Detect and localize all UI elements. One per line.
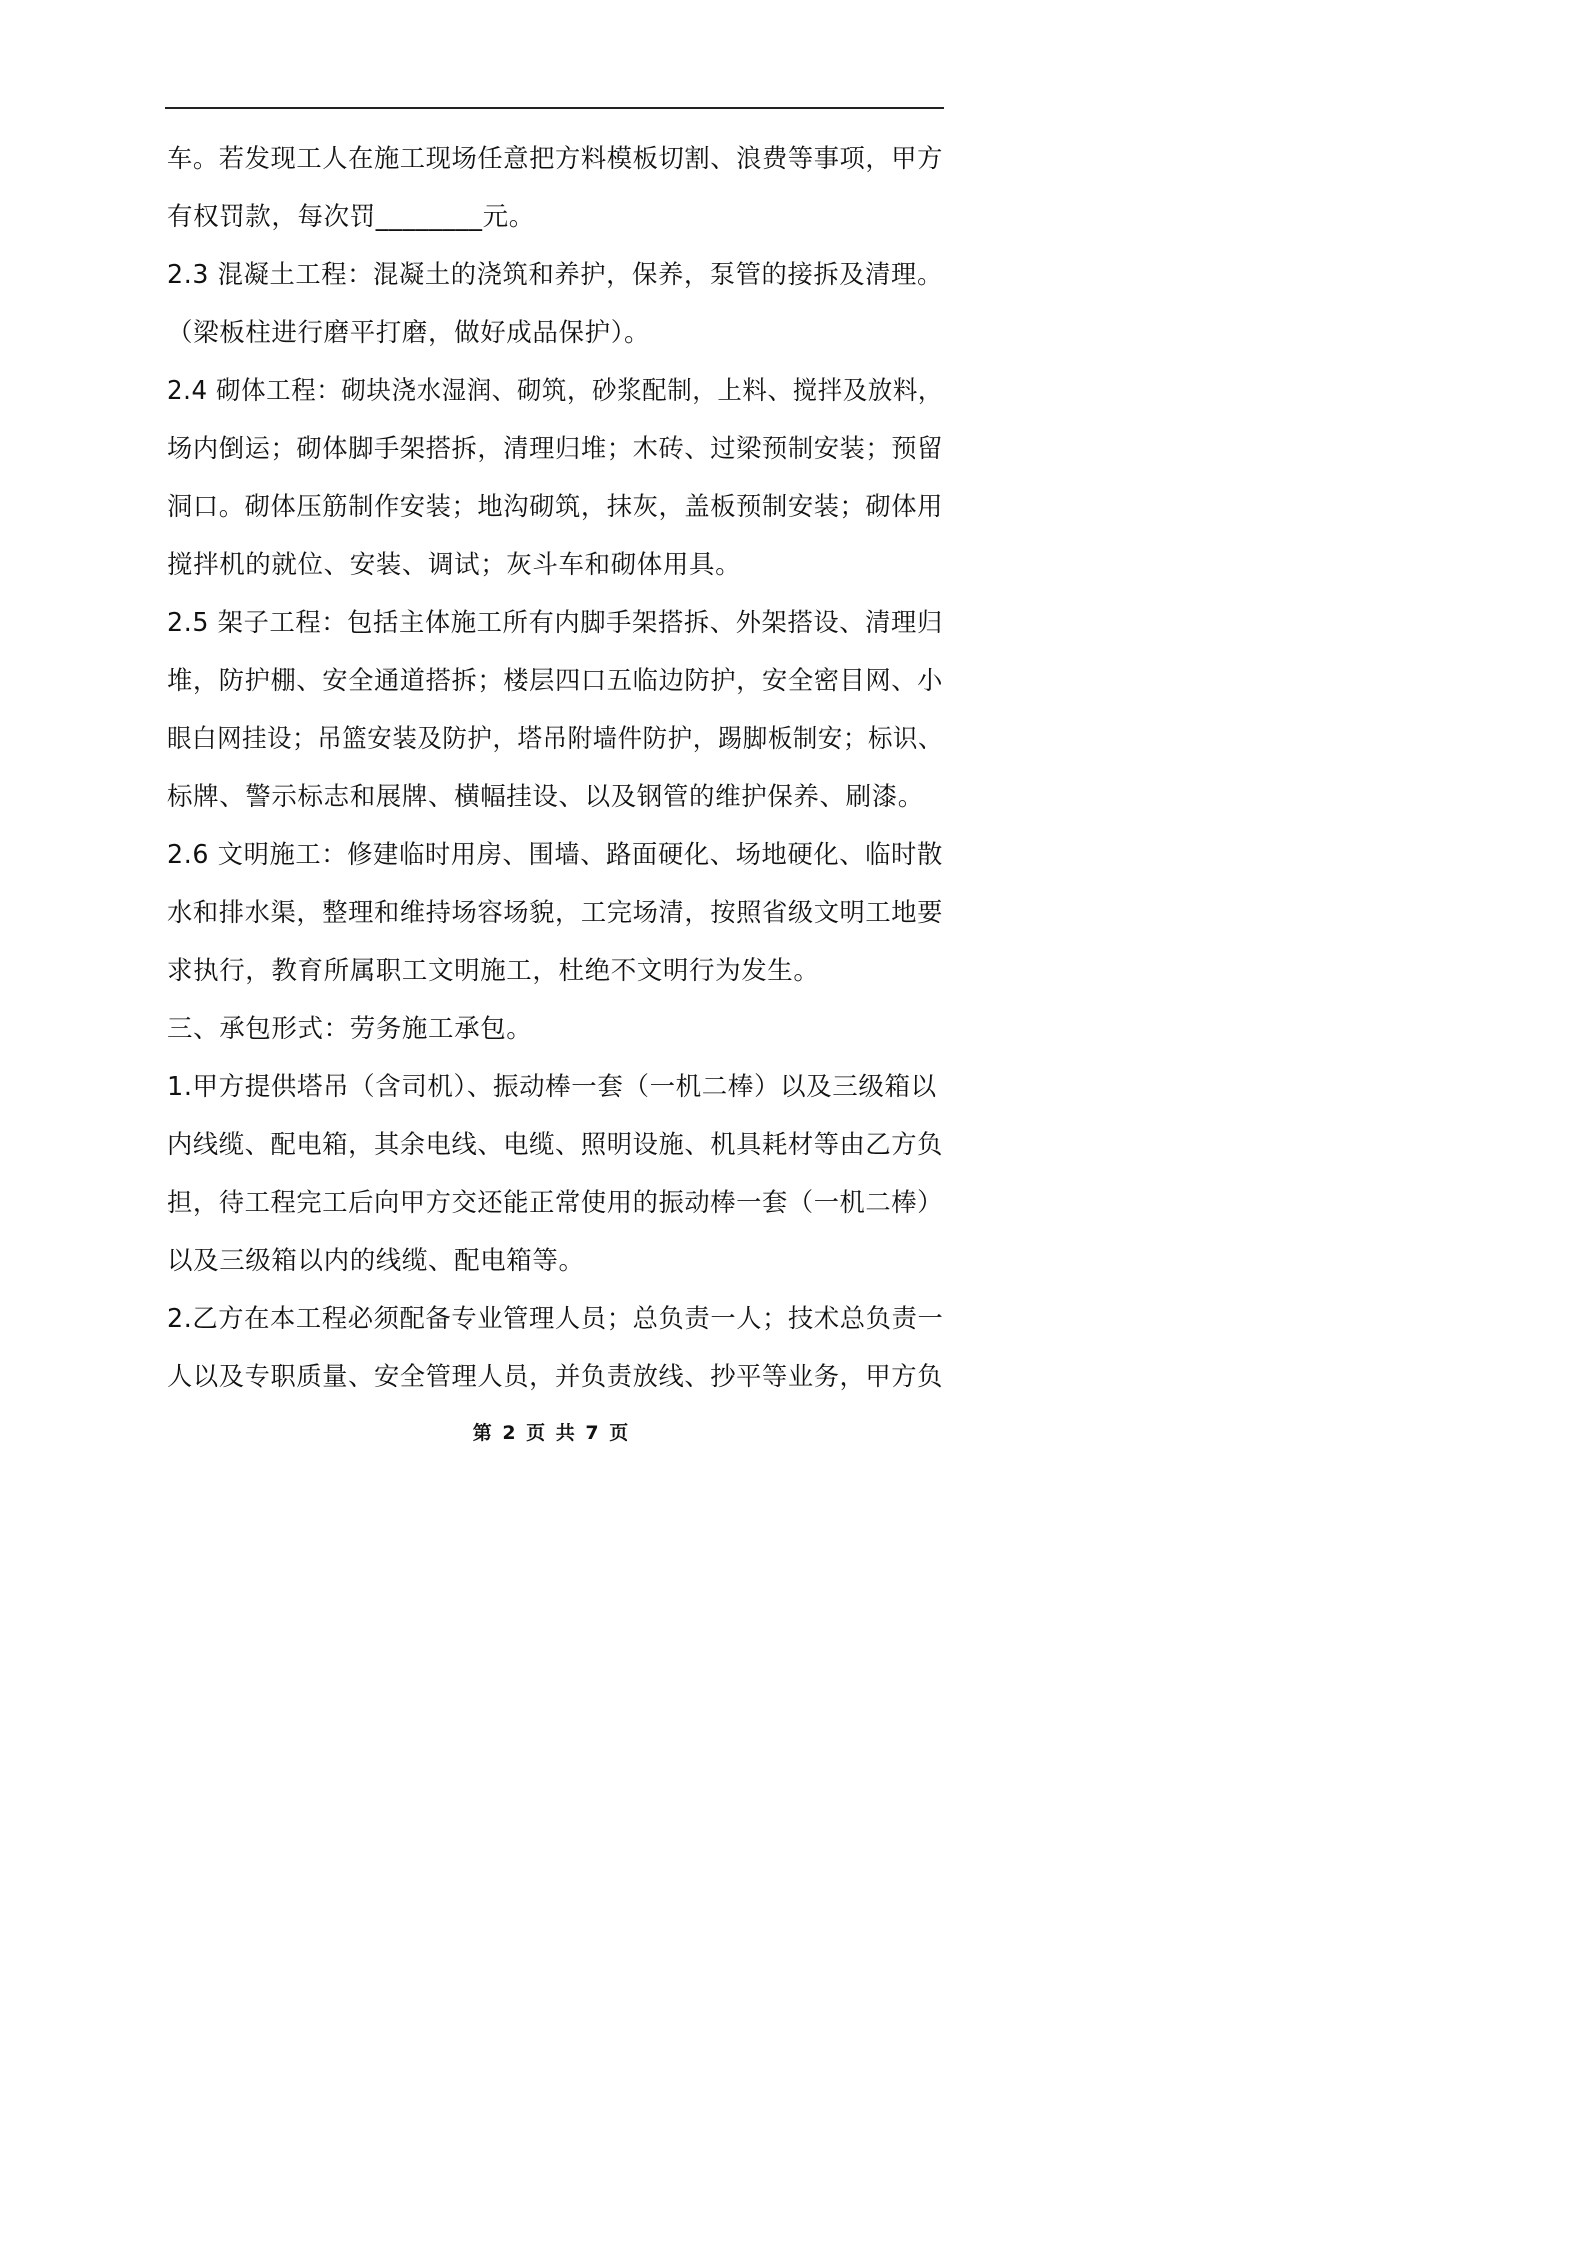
text-line: 人以及专职质量、安全管理人员，并负责放线、抄平等业务，甲方负 <box>167 1362 944 1392</box>
page-number-footer: 第 2 页 共 7 页 <box>472 1422 631 1444</box>
text-line: 三、承包形式：劳务施工承包。 <box>167 1014 533 1044</box>
text-line: 标牌、警示标志和展牌、横幅挂设、以及钢管的维护保养、刷漆。 <box>167 782 924 812</box>
text-line: 内线缆、配电箱，其余电线、电缆、照明设施、机具耗材等由乙方负 <box>167 1130 944 1160</box>
text-line: 2.4 砌体工程：砌块浇水湿润、砌筑，砂浆配制，上料、搅拌及放料， <box>167 376 943 406</box>
text-line: 有权罚款，每次罚________元。 <box>167 202 535 232</box>
document-page <box>0 0 1103 1560</box>
text-line: 场内倒运；砌体脚手架搭拆，清理归堆；木砖、过梁预制安装；预留 <box>167 434 944 464</box>
text-line: 1.甲方提供塔吊（含司机）、振动棒一套（一机二棒）以及三级箱以 <box>167 1072 937 1102</box>
text-line: 2.乙方在本工程必须配备专业管理人员；总负责一人；技术总负责一 <box>167 1304 944 1334</box>
text-line: 洞口。砌体压筋制作安装；地沟砌筑，抹灰，盖板预制安装；砌体用 <box>167 492 944 522</box>
text-line: 以及三级箱以内的线缆、配电箱等。 <box>167 1246 585 1276</box>
text-line: 搅拌机的就位、安装、调试；灰斗车和砌体用具。 <box>167 550 742 580</box>
text-line: 2.5 架子工程：包括主体施工所有内脚手架搭拆、外架搭设、清理归 <box>167 608 943 638</box>
text-line: 求执行，教育所属职工文明施工，杜绝不文明行为发生。 <box>167 956 820 986</box>
text-line: 堆，防护棚、安全通道搭拆；楼层四口五临边防护，安全密目网、小 <box>167 666 944 696</box>
text-line: 车。若发现工人在施工现场任意把方料模板切割、浪费等事项，甲方 <box>167 144 944 174</box>
text-line: 眼白网挂设；吊篮安装及防护，塔吊附墙件防护，踢脚板制安；标识、 <box>167 724 944 754</box>
text-line: 水和排水渠，整理和维持场容场貌，工完场清，按照省级文明工地要 <box>167 898 944 928</box>
header-rule <box>165 107 944 109</box>
text-line: 2.3 混凝土工程：混凝土的浇筑和养护，保养，泵管的接拆及清理。 <box>167 260 943 290</box>
text-line: 担，待工程完工后向甲方交还能正常使用的振动棒一套（一机二棒） <box>167 1188 944 1218</box>
body-text <box>167 130 943 1406</box>
text-line: 2.6 文明施工：修建临时用房、围墙、路面硬化、场地硬化、临时散 <box>167 840 943 870</box>
text-line: （梁板柱进行磨平打磨，做好成品保护）。 <box>167 318 651 348</box>
